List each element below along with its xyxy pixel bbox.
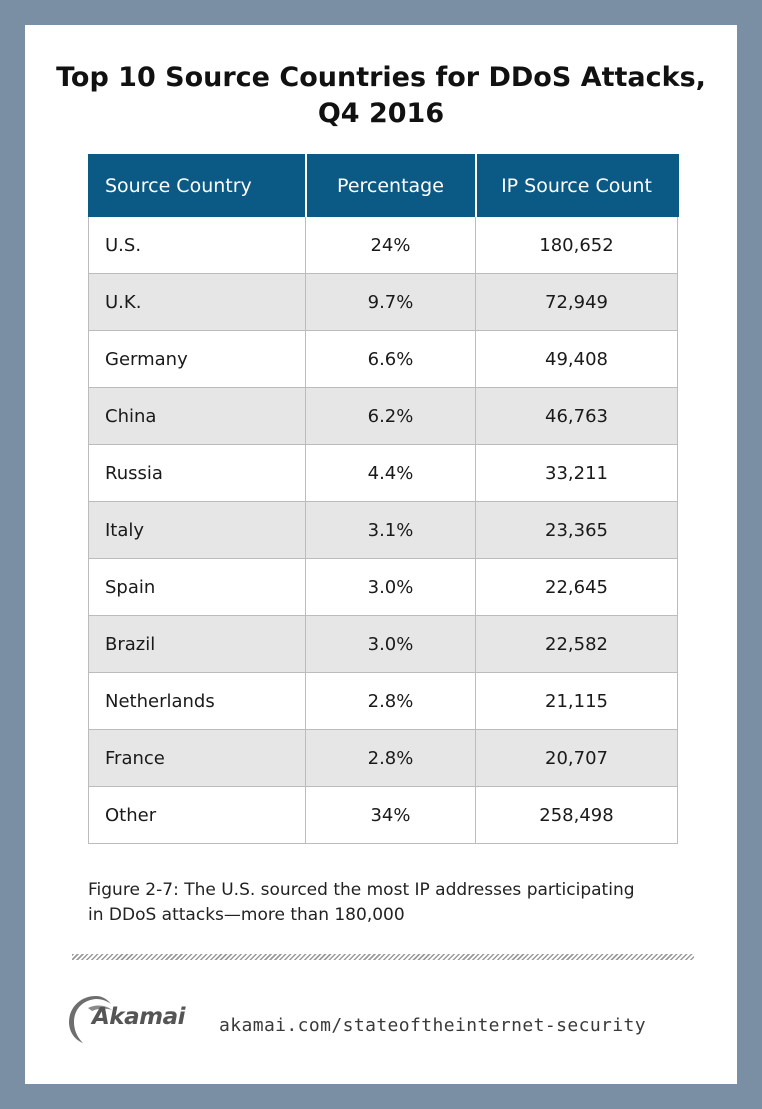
column-header-percentage: Percentage — [306, 155, 476, 217]
cell-ip-count: 72,949 — [476, 274, 678, 331]
table-header-row — [89, 155, 678, 217]
cell-ip-count: 21,115 — [476, 673, 678, 730]
cell-ip-count: 22,645 — [476, 559, 678, 616]
cell-country: U.S. — [89, 217, 306, 274]
cell-country: Germany — [89, 331, 306, 388]
ddos-source-table — [88, 154, 679, 844]
cell-percentage: 3.0% — [306, 559, 476, 616]
cell-country: Other — [89, 787, 306, 844]
cell-ip-count: 49,408 — [476, 331, 678, 388]
figure-caption-line-2: in DDoS attacks—more than 180,000 — [88, 905, 405, 925]
table-row — [89, 331, 678, 388]
table-row — [89, 673, 678, 730]
chart-title — [0, 60, 762, 132]
cell-country: Brazil — [89, 616, 306, 673]
cell-ip-count: 23,365 — [476, 502, 678, 559]
table-row — [89, 274, 678, 331]
akamai-logo-text: Akamai — [92, 1004, 185, 1030]
akamai-logo — [66, 990, 206, 1046]
table-row — [89, 445, 678, 502]
cell-percentage: 34% — [306, 787, 476, 844]
cell-ip-count: 33,211 — [476, 445, 678, 502]
chart-title-line-1: Top 10 Source Countries for DDoS Attacks, — [56, 62, 706, 93]
column-header-source-country: Source Country — [89, 155, 306, 217]
cell-percentage: 9.7% — [306, 274, 476, 331]
cell-percentage: 24% — [306, 217, 476, 274]
cell-percentage: 6.2% — [306, 388, 476, 445]
cell-country: Italy — [89, 502, 306, 559]
cell-percentage: 3.1% — [306, 502, 476, 559]
cell-ip-count: 20,707 — [476, 730, 678, 787]
cell-country: Netherlands — [89, 673, 306, 730]
column-header-ip-source-count: IP Source Count — [476, 155, 678, 217]
cell-percentage: 2.8% — [306, 673, 476, 730]
cell-percentage: 3.0% — [306, 616, 476, 673]
table-row — [89, 616, 678, 673]
cell-country: France — [89, 730, 306, 787]
figure-caption-line-1: Figure 2-7: The U.S. sourced the most IP addresses participating — [88, 880, 635, 900]
cell-ip-count: 258,498 — [476, 787, 678, 844]
table-body — [89, 217, 678, 844]
cell-percentage: 4.4% — [306, 445, 476, 502]
cell-country: Spain — [89, 559, 306, 616]
figure-caption — [88, 878, 688, 928]
cell-percentage: 2.8% — [306, 730, 476, 787]
cell-ip-count: 46,763 — [476, 388, 678, 445]
table-row — [89, 217, 678, 274]
table-row — [89, 502, 678, 559]
table-row — [89, 388, 678, 445]
footer-url: akamai.com/stateoftheinternet-security — [219, 1015, 647, 1036]
table-row — [89, 730, 678, 787]
cell-country: China — [89, 388, 306, 445]
table-row — [89, 787, 678, 844]
table-row — [89, 559, 678, 616]
cell-country: U.K. — [89, 274, 306, 331]
hatched-divider — [72, 954, 694, 960]
cell-ip-count: 180,652 — [476, 217, 678, 274]
cell-country: Russia — [89, 445, 306, 502]
cell-ip-count: 22,582 — [476, 616, 678, 673]
cell-percentage: 6.6% — [306, 331, 476, 388]
chart-title-line-2: Q4 2016 — [317, 98, 445, 129]
